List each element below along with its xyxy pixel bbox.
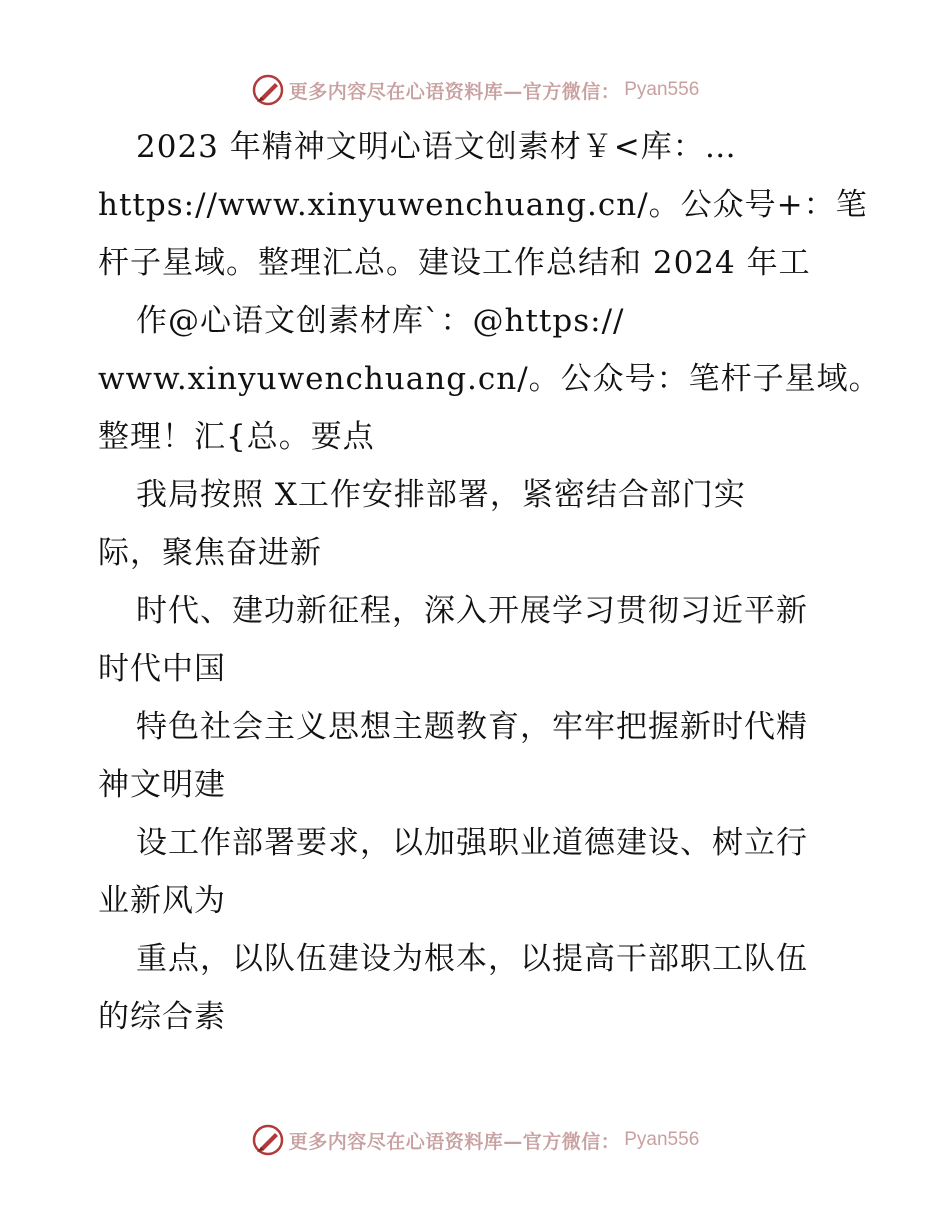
pen-logo-icon [251,73,285,107]
body-line: 设工作部署要求，以加强职业道德建设、树立行 [136,825,808,861]
document-body [98,118,881,1046]
body-line: 整理！汇{总。要点 [98,419,375,455]
body-line: https://www.xinyuwenchuang.cn/。公众号+：笔 [98,187,868,223]
body-line: 杆子星域。整理汇总。建设工作总结和 2024 年工 [98,245,811,281]
body-line: 的综合素 [98,999,226,1035]
body-line: 2023 年精神文明心语文创素材￥<库：… [136,129,737,165]
footer-wechat-id: Pyan556 [624,1129,700,1150]
body-line: 时代中国 [98,651,226,687]
body-line: 我局按照 X工作安排部署，紧密结合部门实 [136,477,746,513]
body-line: 特色社会主义思想主题教育，牢牢把握新时代精 [136,709,808,745]
body-line: 际，聚焦奋进新 [98,535,322,571]
footer-watermark-text: 更多内容尽在心语资料库—官方微信： [288,1130,621,1153]
header-watermark [0,70,950,110]
body-line: 时代、建功新征程，深入开展学习贯彻习近平新 [136,593,808,629]
header-wechat-id: Pyan556 [624,79,700,100]
body-line: 重点，以队伍建设为根本，以提高干部职工队伍 [136,941,808,977]
body-line: 业新风为 [98,883,226,919]
header-watermark-text: 更多内容尽在心语资料库—官方微信： [288,80,621,103]
footer-watermark [0,1120,950,1160]
body-line: 神文明建 [98,767,226,803]
body-line: 作@心语文创素材库`：@https:// [136,303,625,339]
body-line: www.xinyuwenchuang.cn/。公众号：笔杆子星域。 [98,361,881,397]
pen-logo-icon [251,1123,285,1157]
